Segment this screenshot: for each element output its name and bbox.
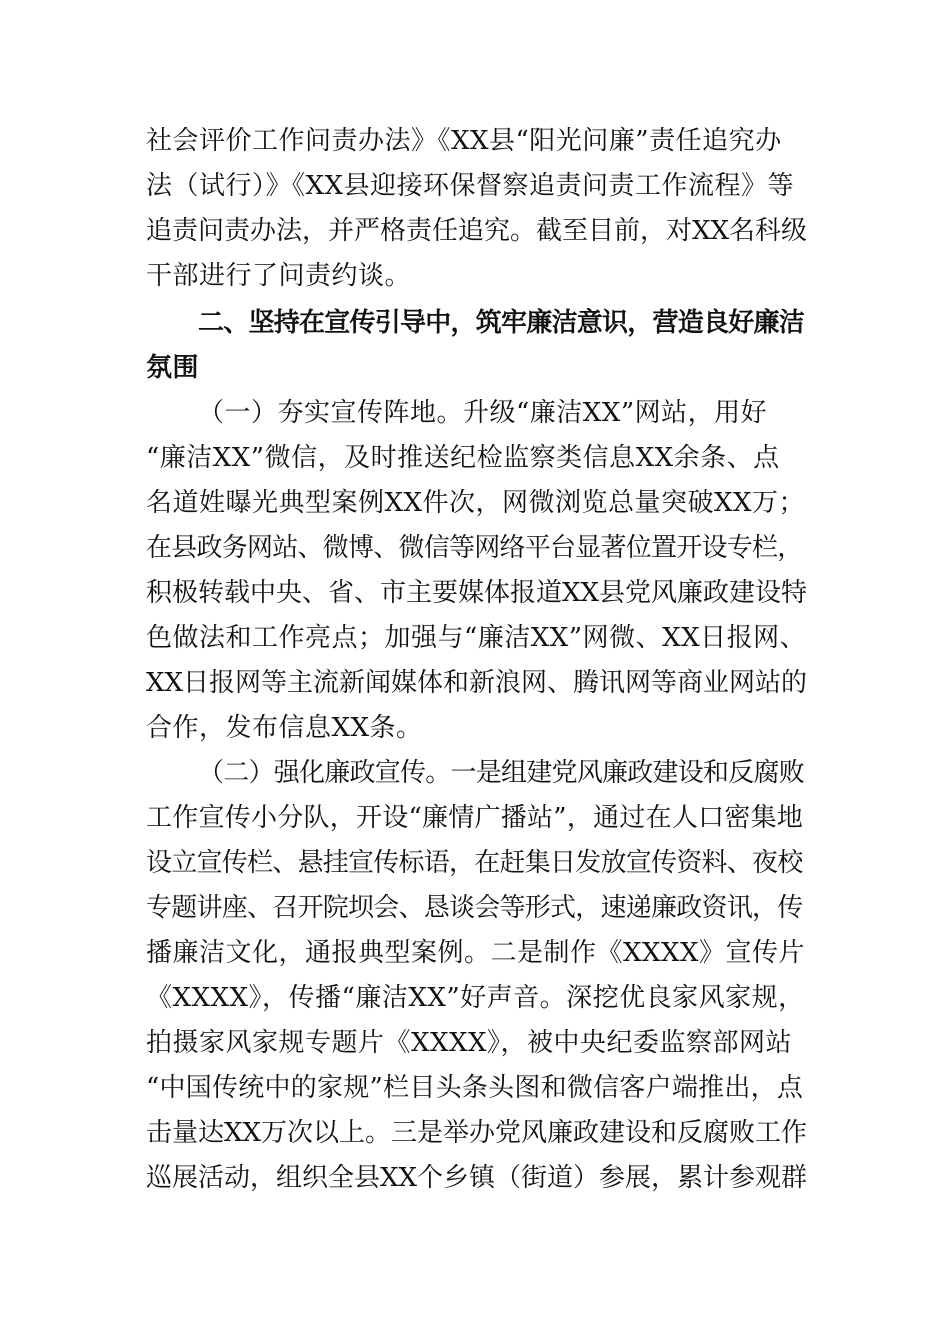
subsection-1-line (198, 396, 767, 430)
body-text-line: 合作，发布信息XX条。 (146, 713, 423, 743)
body-text-line: 设立宣传栏、悬挂宣传标语，在赶集日发放宣传资料、夜校 (146, 848, 803, 878)
body-text-line: 专题讲座、召开院坝会、恳谈会等形式，速递廉政资讯，传 (146, 893, 803, 923)
subsection-2-heading: （二）强化廉政宣传。 (198, 758, 451, 788)
body-text-line: 社会评价工作问责办法》《XX县“阳光问廉”责任追究办 (146, 126, 782, 156)
body-text-line: 追责问责办法，并严格责任追究。截至目前，对XX名科级 (146, 216, 808, 246)
body-text-line: 巡展活动，组织全县XX个乡镇（街道）参展，累计参观群 (146, 1163, 808, 1193)
body-text-line: 工作宣传小分队，开设“廉情广播站”，通过在人口密集地 (146, 803, 804, 833)
body-text-line: 色做法和工作亮点；加强与“廉洁XX”网微、XX日报网、 (146, 623, 807, 653)
section-heading-continued: 氛围 (146, 353, 200, 383)
body-text-line: “中国传统中的家规”栏目头条头图和微信客户端推出，点 (146, 1073, 804, 1103)
body-text-line: 击量达XX万次以上。三是举办党风廉政建设和反腐败工作 (146, 1118, 808, 1148)
subsection-1-heading: （一）夯实宣传阵地。 (198, 398, 464, 428)
body-text-line: “廉洁XX”微信，及时推送纪检监察类信息XX余条、点 (146, 443, 780, 473)
body-text-line: 积极转载中央、省、市主要媒体报道XX县党风廉政建设特 (146, 578, 808, 608)
body-text-line: 播廉洁文化，通报典型案例。二是制作《XXXX》宣传片 (146, 938, 806, 968)
body-text-line: 法（试行）》《XX县迎接环保督察追责问责工作流程》等 (146, 171, 795, 201)
subsection-2-text: 一是组建党风廉政建设和反腐败 (450, 758, 805, 788)
section-heading: 二、坚持在宣传引导中，筑牢廉洁意识，营造良好廉洁 (198, 308, 805, 338)
subsection-2-line (198, 756, 804, 790)
body-text-line: 在县政务网站、微博、微信等网络平台显著位置开设专栏， (146, 533, 803, 563)
body-text-line: 拍摄家风家规专题片《XXXX》，被中央纪委监察部网站 (146, 1028, 793, 1058)
subsection-1-text: 升级“廉洁XX”网站，用好 (463, 398, 768, 428)
body-text-line: 干部进行了问责约谈。 (146, 261, 412, 291)
body-text-line: 《XXXX》，传播“廉洁XX”好声音。深挖优良家风家规， (146, 983, 805, 1013)
body-text-line: XX日报网等主流新闻媒体和新浪网、腾讯网等商业网站的 (146, 668, 808, 698)
body-text-line: 名道姓曝光典型案例XX件次，网微浏览总量突破XX万； (146, 488, 806, 518)
